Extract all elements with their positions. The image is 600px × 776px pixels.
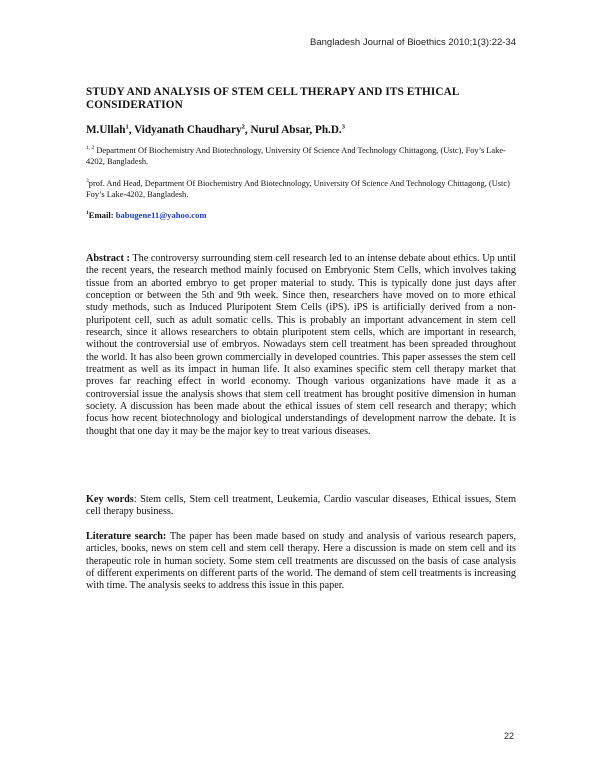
affiliation-superscript: 3 [86,178,89,185]
author-list [86,124,516,137]
email-label: Email: [88,210,116,220]
journal-citation: Bangladesh Journal of Bioethics 2010;1(3):22-34 [310,37,516,48]
keywords-label: Key words [86,494,134,505]
affiliation-text: prof. And Head, Department Of Biochemistry And Biotechnology, University Of Science And Technology Chittagong, (Ustc) Foy’s Lake-4202, Bangladesh. [86,179,510,200]
abstract-text: The controversy surrounding stem cell research led to an intense debate about ethics. Up until the recent years, the research method mainly focused on Embryonic Stem Cells, which involves taking tissue from an aborted embryo to get proper material to study. This is typically done just days after conception or between the 5th and 9th week. Since then, researchers have moved on to more ethical study methods, such as Induced Pluripotent Stem Cells (iPS). iPS is artificially derived from a non-pluripotent cell, such as adult somatic cells. This is probably an important advancement in stem cell research, since it allows researchers to obtain pluripotent stem cells, which are important in research, without the controversial use of embryos. Nowadays stem cell treatment has been spreaded throughout the world. It has also been grown commercially in developed countries. This paper assesses the stem cell treatment as well as its impact in human life. It also examines specific stem cell therapy market that proves far reaching effect in world economy. Though various organizations have made it as a controversial issue the analysis shows that stem cell treatment has brought positive dimension in human society. A discussion has been made about the ethical issues of stem cell research and therapy; which focus how recent biotechnology and biological understandings of development narrow the debate. It is thought that one day it may be the major key to treat various diseases. [86,253,516,437]
author-superscript: 2 [241,123,245,131]
author-separator: , [128,124,135,136]
email-superscript: 1 [86,210,89,217]
paper-title: STUDY AND ANALYSIS OF STEM CELL THERAPY AND ITS ETHICAL CONSIDERATION [86,86,459,111]
author-separator: , [244,124,251,136]
keywords-paragraph [86,494,516,519]
affiliation-text: Department Of Biochemistry And Biotechnology, University Of Science And Technology Chittagong, (Ustc), Foy’s Lake-4202, Bangladesh. [86,146,506,167]
keywords-text: : Stem cells, Stem cell treatment, Leukemia, Cardio vascular diseases, Ethical issues, Stem cell therapy business. [86,494,516,518]
literature-search-paragraph [86,531,516,593]
author-superscript: 1 [125,123,129,131]
literature-search-text: The paper has been made based on study and analysis of various research papers, articles, books, news on stem cell and stem cell therapy. Here a discussion is made on stem cell and its therapeutic role in human society. Some stem cell treatments are discussed on the basis of case analysis of different experiments on different parts of the world. The demand of stem cell treatments is increasing with time. The analysis seeks to address this issue in this paper. [86,531,516,592]
email-link[interactable]: babugene11@yahoo.com [115,210,207,220]
affiliation-1 [86,145,520,168]
abstract-paragraph [86,253,516,438]
author-name: Nurul Absar, Ph.D. [250,124,342,136]
affiliation-superscript: 1, 2 [86,145,95,152]
literature-search-label: Literature search: [86,531,167,542]
contact-email [86,210,207,220]
affiliation-2 [86,178,520,201]
author-name: Vidyanath Chaudhary [134,124,242,136]
author-name: M.Ullah [86,124,126,136]
page-number: 22 [503,731,514,741]
abstract-label: Abstract : [86,253,130,264]
author-superscript: 3 [341,123,345,131]
